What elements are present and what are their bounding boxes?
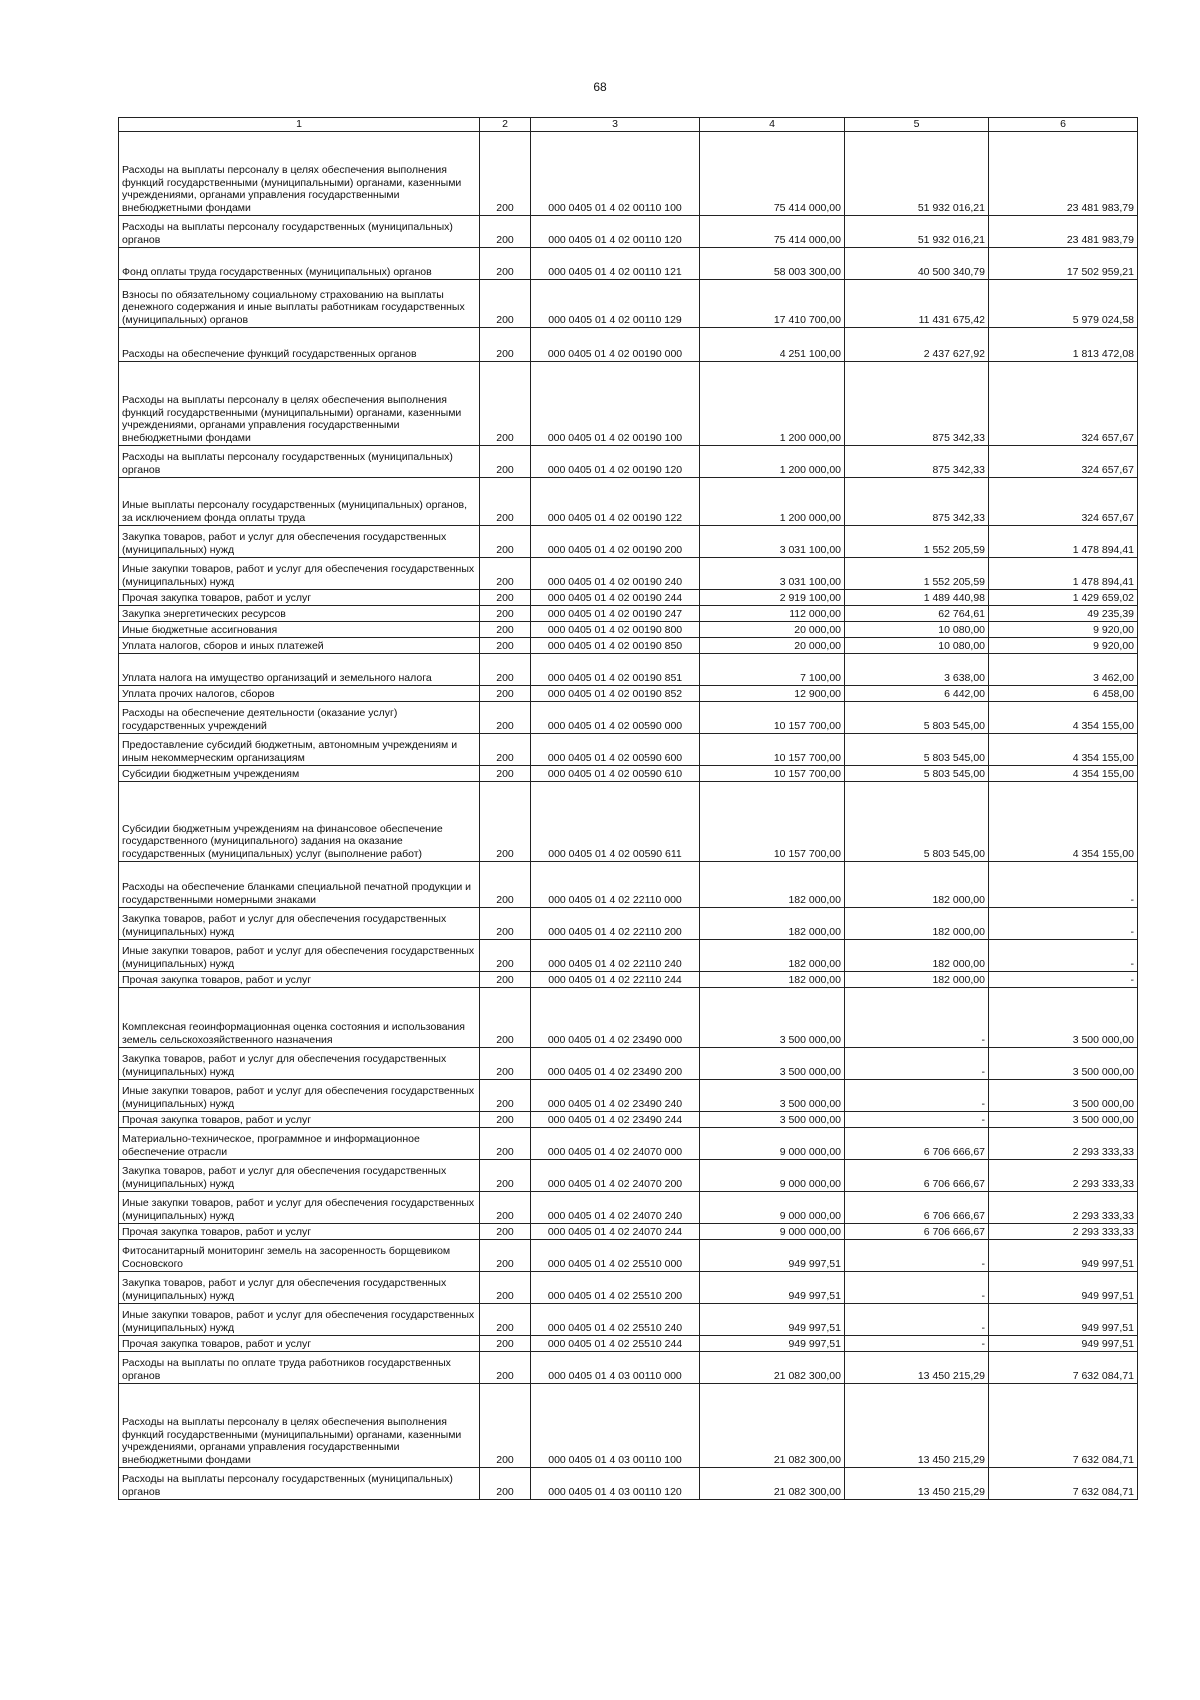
- row-kbk: 000 0405 01 4 02 00190 200: [531, 526, 700, 558]
- row-fact: 182 000,00: [845, 940, 989, 972]
- row-rest: 2 293 333,33: [989, 1160, 1138, 1192]
- row-plan: 1 200 000,00: [700, 446, 845, 478]
- budget-table: [118, 117, 1138, 1500]
- row-fact: 13 450 215,29: [845, 1352, 989, 1384]
- row-code: 200: [480, 908, 531, 940]
- row-code: 200: [480, 1272, 531, 1304]
- row-kbk: 000 0405 01 4 02 00590 000: [531, 702, 700, 734]
- row-kbk: 000 0405 01 4 02 00590 610: [531, 766, 700, 782]
- row-name: Фитосанитарный мониторинг земель на засоренность борщевиком Сосновского: [119, 1240, 480, 1272]
- table-row: [119, 1224, 1138, 1240]
- row-rest: 4 354 155,00: [989, 734, 1138, 766]
- row-kbk: 000 0405 01 4 02 00190 247: [531, 606, 700, 622]
- row-rest: 6 458,00: [989, 686, 1138, 702]
- row-plan: 10 157 700,00: [700, 782, 845, 862]
- row-fact: -: [845, 1304, 989, 1336]
- row-kbk: 000 0405 01 4 02 00190 000: [531, 328, 700, 362]
- row-rest: 5 979 024,58: [989, 280, 1138, 328]
- row-name: Иные закупки товаров, работ и услуг для обеспечения государственных (муниципальных) нужд: [119, 940, 480, 972]
- row-plan: 75 414 000,00: [700, 132, 845, 216]
- row-plan: 17 410 700,00: [700, 280, 845, 328]
- row-rest: 324 657,67: [989, 478, 1138, 526]
- row-code: 200: [480, 654, 531, 686]
- row-fact: 1 552 205,59: [845, 558, 989, 590]
- row-fact: 10 080,00: [845, 638, 989, 654]
- row-code: 200: [480, 988, 531, 1048]
- row-rest: 4 354 155,00: [989, 766, 1138, 782]
- table-row: [119, 280, 1138, 328]
- row-plan: 10 157 700,00: [700, 766, 845, 782]
- row-plan: 21 082 300,00: [700, 1352, 845, 1384]
- row-code: 200: [480, 1160, 531, 1192]
- header-col-2: 2: [480, 118, 531, 132]
- row-fact: -: [845, 1048, 989, 1080]
- row-fact: 5 803 545,00: [845, 702, 989, 734]
- row-code: 200: [480, 940, 531, 972]
- row-fact: 6 706 666,67: [845, 1224, 989, 1240]
- row-plan: 112 000,00: [700, 606, 845, 622]
- row-rest: 23 481 983,79: [989, 132, 1138, 216]
- row-rest: 7 632 084,71: [989, 1384, 1138, 1468]
- row-rest: 17 502 959,21: [989, 248, 1138, 280]
- row-code: 200: [480, 1304, 531, 1336]
- row-kbk: 000 0405 01 4 02 00110 100: [531, 132, 700, 216]
- table-row: [119, 1080, 1138, 1112]
- row-code: 200: [480, 280, 531, 328]
- row-name: Расходы на обеспечение функций государственных органов: [119, 328, 480, 362]
- row-code: 200: [480, 686, 531, 702]
- row-code: 200: [480, 782, 531, 862]
- row-fact: 11 431 675,42: [845, 280, 989, 328]
- row-fact: 5 803 545,00: [845, 766, 989, 782]
- table-row: [119, 940, 1138, 972]
- table-row: [119, 686, 1138, 702]
- row-name: Закупка товаров, работ и услуг для обеспечения государственных (муниципальных) нужд: [119, 908, 480, 940]
- row-code: 200: [480, 702, 531, 734]
- row-code: 200: [480, 446, 531, 478]
- row-code: 200: [480, 972, 531, 988]
- table-row: [119, 654, 1138, 686]
- row-name: Расходы на выплаты персоналу государственных (муниципальных) органов: [119, 216, 480, 248]
- row-plan: 3 500 000,00: [700, 1112, 845, 1128]
- row-kbk: 000 0405 01 4 02 00190 100: [531, 362, 700, 446]
- table-row: [119, 1336, 1138, 1352]
- row-kbk: 000 0405 01 4 03 00110 100: [531, 1384, 700, 1468]
- row-fact: 182 000,00: [845, 972, 989, 988]
- table-row: [119, 362, 1138, 446]
- row-fact: 2 437 627,92: [845, 328, 989, 362]
- row-rest: 2 293 333,33: [989, 1224, 1138, 1240]
- row-fact: -: [845, 1112, 989, 1128]
- row-fact: -: [845, 1080, 989, 1112]
- row-plan: 949 997,51: [700, 1304, 845, 1336]
- row-name: Расходы на выплаты персоналу в целях обеспечения выполнения функций государственными (муниципальными) органами, казенными учреждениями, органами управления государственными внебюджетными фондами: [119, 132, 480, 216]
- row-fact: 1 552 205,59: [845, 526, 989, 558]
- table-row: [119, 1048, 1138, 1080]
- row-rest: 7 632 084,71: [989, 1352, 1138, 1384]
- row-fact: -: [845, 1272, 989, 1304]
- row-code: 200: [480, 862, 531, 908]
- row-kbk: 000 0405 01 4 02 00110 120: [531, 216, 700, 248]
- row-fact: 6 706 666,67: [845, 1160, 989, 1192]
- row-kbk: 000 0405 01 4 02 00190 800: [531, 622, 700, 638]
- row-kbk: 000 0405 01 4 02 23490 200: [531, 1048, 700, 1080]
- row-code: 200: [480, 1048, 531, 1080]
- row-plan: 75 414 000,00: [700, 216, 845, 248]
- row-fact: 13 450 215,29: [845, 1468, 989, 1500]
- row-kbk: 000 0405 01 4 02 24070 200: [531, 1160, 700, 1192]
- row-rest: 3 462,00: [989, 654, 1138, 686]
- row-rest: 3 500 000,00: [989, 1080, 1138, 1112]
- row-code: 200: [480, 216, 531, 248]
- table-row: [119, 1112, 1138, 1128]
- row-name: Прочая закупка товаров, работ и услуг: [119, 1112, 480, 1128]
- row-plan: 949 997,51: [700, 1336, 845, 1352]
- row-rest: 3 500 000,00: [989, 1048, 1138, 1080]
- row-rest: 4 354 155,00: [989, 782, 1138, 862]
- row-rest: 2 293 333,33: [989, 1192, 1138, 1224]
- row-name: Иные закупки товаров, работ и услуг для обеспечения государственных (муниципальных) нужд: [119, 1080, 480, 1112]
- row-plan: 2 919 100,00: [700, 590, 845, 606]
- row-name: Субсидии бюджетным учреждениям на финансовое обеспечение государственного (муниципального) задания на оказание государственных (муниципальных) услуг (выполнение работ): [119, 782, 480, 862]
- row-code: 200: [480, 1240, 531, 1272]
- row-plan: 182 000,00: [700, 940, 845, 972]
- row-fact: 5 803 545,00: [845, 734, 989, 766]
- row-plan: 182 000,00: [700, 862, 845, 908]
- row-rest: -: [989, 940, 1138, 972]
- row-code: 200: [480, 766, 531, 782]
- header-col-6: 6: [989, 118, 1138, 132]
- header-col-1: 1: [119, 118, 480, 132]
- row-code: 200: [480, 558, 531, 590]
- row-kbk: 000 0405 01 4 02 22110 000: [531, 862, 700, 908]
- table-row: [119, 328, 1138, 362]
- row-name: Закупка энергетических ресурсов: [119, 606, 480, 622]
- row-name: Расходы на выплаты персоналу государственных (муниципальных) органов: [119, 446, 480, 478]
- row-code: 200: [480, 638, 531, 654]
- row-plan: 3 500 000,00: [700, 988, 845, 1048]
- row-code: 200: [480, 526, 531, 558]
- row-plan: 3 031 100,00: [700, 558, 845, 590]
- row-code: 200: [480, 328, 531, 362]
- row-name: Закупка товаров, работ и услуг для обеспечения государственных (муниципальных) нужд: [119, 1048, 480, 1080]
- row-plan: 7 100,00: [700, 654, 845, 686]
- row-kbk: 000 0405 01 4 02 24070 000: [531, 1128, 700, 1160]
- row-rest: -: [989, 972, 1138, 988]
- table-row: [119, 638, 1138, 654]
- row-plan: 20 000,00: [700, 638, 845, 654]
- row-kbk: 000 0405 01 4 02 00110 121: [531, 248, 700, 280]
- row-rest: 7 632 084,71: [989, 1468, 1138, 1500]
- row-code: 200: [480, 734, 531, 766]
- row-plan: 949 997,51: [700, 1272, 845, 1304]
- row-fact: 51 932 016,21: [845, 216, 989, 248]
- row-name: Прочая закупка товаров, работ и услуг: [119, 1224, 480, 1240]
- row-plan: 58 003 300,00: [700, 248, 845, 280]
- table-row: [119, 1352, 1138, 1384]
- row-plan: 9 000 000,00: [700, 1224, 845, 1240]
- row-plan: 3 500 000,00: [700, 1048, 845, 1080]
- table-row: [119, 1272, 1138, 1304]
- row-plan: 10 157 700,00: [700, 702, 845, 734]
- row-name: Расходы на обеспечение деятельности (оказание услуг) государственных учреждений: [119, 702, 480, 734]
- row-rest: 3 500 000,00: [989, 988, 1138, 1048]
- page-number: 68: [593, 80, 607, 94]
- row-code: 200: [480, 1080, 531, 1112]
- row-kbk: 000 0405 01 4 02 25510 200: [531, 1272, 700, 1304]
- row-code: 200: [480, 590, 531, 606]
- row-plan: 9 000 000,00: [700, 1160, 845, 1192]
- row-name: Иные закупки товаров, работ и услуг для обеспечения государственных (муниципальных) нужд: [119, 1192, 480, 1224]
- row-fact: 875 342,33: [845, 362, 989, 446]
- row-rest: 949 997,51: [989, 1240, 1138, 1272]
- row-code: 200: [480, 606, 531, 622]
- row-kbk: 000 0405 01 4 02 00190 244: [531, 590, 700, 606]
- row-fact: 3 638,00: [845, 654, 989, 686]
- row-rest: 2 293 333,33: [989, 1128, 1138, 1160]
- row-name: Комплексная геоинформационная оценка состояния и использования земель сельскохозяйственного назначения: [119, 988, 480, 1048]
- row-name: Закупка товаров, работ и услуг для обеспечения государственных (муниципальных) нужд: [119, 1160, 480, 1192]
- table-row: [119, 988, 1138, 1048]
- row-rest: 1 813 472,08: [989, 328, 1138, 362]
- row-rest: -: [989, 908, 1138, 940]
- table-row: [119, 216, 1138, 248]
- row-rest: 1 478 894,41: [989, 558, 1138, 590]
- row-plan: 21 082 300,00: [700, 1468, 845, 1500]
- row-name: Закупка товаров, работ и услуг для обеспечения государственных (муниципальных) нужд: [119, 1272, 480, 1304]
- row-fact: -: [845, 1336, 989, 1352]
- row-plan: 182 000,00: [700, 972, 845, 988]
- table-row: [119, 1304, 1138, 1336]
- table-row: [119, 782, 1138, 862]
- row-name: Прочая закупка товаров, работ и услуг: [119, 972, 480, 988]
- row-plan: 12 900,00: [700, 686, 845, 702]
- row-code: 200: [480, 362, 531, 446]
- row-name: Расходы на выплаты по оплате труда работников государственных органов: [119, 1352, 480, 1384]
- row-code: 200: [480, 1112, 531, 1128]
- row-rest: 949 997,51: [989, 1272, 1138, 1304]
- row-name: Уплата прочих налогов, сборов: [119, 686, 480, 702]
- header-col-5: 5: [845, 118, 989, 132]
- table-row: [119, 1128, 1138, 1160]
- table-row: [119, 478, 1138, 526]
- header-col-3: 3: [531, 118, 700, 132]
- row-plan: 3 500 000,00: [700, 1080, 845, 1112]
- row-fact: 875 342,33: [845, 478, 989, 526]
- row-name: Расходы на выплаты персоналу в целях обеспечения выполнения функций государственными (муниципальными) органами, казенными учреждениями, органами управления государственными внебюджетными фондами: [119, 362, 480, 446]
- table-row: [119, 1240, 1138, 1272]
- row-rest: 4 354 155,00: [989, 702, 1138, 734]
- row-kbk: 000 0405 01 4 02 23490 240: [531, 1080, 700, 1112]
- table-row: [119, 558, 1138, 590]
- row-plan: 3 031 100,00: [700, 526, 845, 558]
- row-kbk: 000 0405 01 4 02 00190 850: [531, 638, 700, 654]
- row-rest: 49 235,39: [989, 606, 1138, 622]
- row-fact: 6 706 666,67: [845, 1128, 989, 1160]
- row-name: Взносы по обязательному социальному страхованию на выплаты денежного содержания и иные выплаты работникам государственных (муниципальных) органов: [119, 280, 480, 328]
- row-fact: 62 764,61: [845, 606, 989, 622]
- row-code: 200: [480, 1224, 531, 1240]
- row-kbk: 000 0405 01 4 02 00190 852: [531, 686, 700, 702]
- row-kbk: 000 0405 01 4 02 25510 000: [531, 1240, 700, 1272]
- row-rest: 9 920,00: [989, 638, 1138, 654]
- table-row: [119, 908, 1138, 940]
- table-row: [119, 702, 1138, 734]
- row-plan: 4 251 100,00: [700, 328, 845, 362]
- row-plan: 949 997,51: [700, 1240, 845, 1272]
- row-name: Прочая закупка товаров, работ и услуг: [119, 590, 480, 606]
- row-fact: 10 080,00: [845, 622, 989, 638]
- row-rest: 1 429 659,02: [989, 590, 1138, 606]
- table-body: [119, 132, 1138, 1500]
- row-kbk: 000 0405 01 4 02 25510 240: [531, 1304, 700, 1336]
- row-code: 200: [480, 1468, 531, 1500]
- row-fact: 182 000,00: [845, 862, 989, 908]
- row-kbk: 000 0405 01 4 03 00110 120: [531, 1468, 700, 1500]
- row-code: 200: [480, 1192, 531, 1224]
- row-plan: 21 082 300,00: [700, 1384, 845, 1468]
- row-name: Иные закупки товаров, работ и услуг для обеспечения государственных (муниципальных) нужд: [119, 1304, 480, 1336]
- row-plan: 9 000 000,00: [700, 1128, 845, 1160]
- row-rest: 3 500 000,00: [989, 1112, 1138, 1128]
- row-code: 200: [480, 132, 531, 216]
- row-plan: 9 000 000,00: [700, 1192, 845, 1224]
- row-kbk: 000 0405 01 4 02 23490 244: [531, 1112, 700, 1128]
- row-kbk: 000 0405 01 4 03 00110 000: [531, 1352, 700, 1384]
- row-name: Закупка товаров, работ и услуг для обеспечения государственных (муниципальных) нужд: [119, 526, 480, 558]
- row-kbk: 000 0405 01 4 02 22110 244: [531, 972, 700, 988]
- row-name: Субсидии бюджетным учреждениям: [119, 766, 480, 782]
- row-code: 200: [480, 1128, 531, 1160]
- row-rest: -: [989, 862, 1138, 908]
- row-fact: 51 932 016,21: [845, 132, 989, 216]
- table-row: [119, 972, 1138, 988]
- row-fact: -: [845, 1240, 989, 1272]
- row-plan: 10 157 700,00: [700, 734, 845, 766]
- row-kbk: 000 0405 01 4 02 22110 200: [531, 908, 700, 940]
- row-kbk: 000 0405 01 4 02 23490 000: [531, 988, 700, 1048]
- row-rest: 9 920,00: [989, 622, 1138, 638]
- table-row: [119, 590, 1138, 606]
- table-row: [119, 1468, 1138, 1500]
- row-name: Иные выплаты персоналу государственных (муниципальных) органов, за исключением фонда оплаты труда: [119, 478, 480, 526]
- row-name: Иные закупки товаров, работ и услуг для обеспечения государственных (муниципальных) нужд: [119, 558, 480, 590]
- row-kbk: 000 0405 01 4 02 00190 122: [531, 478, 700, 526]
- table-row: [119, 606, 1138, 622]
- row-name: Материально-техническое, программное и информационное обеспечение отрасли: [119, 1128, 480, 1160]
- row-name: Иные бюджетные ассигнования: [119, 622, 480, 638]
- table-header: [119, 118, 1138, 132]
- row-kbk: 000 0405 01 4 02 00590 600: [531, 734, 700, 766]
- row-fact: 6 706 666,67: [845, 1192, 989, 1224]
- row-rest: 324 657,67: [989, 362, 1138, 446]
- table-row: [119, 1384, 1138, 1468]
- row-rest: 1 478 894,41: [989, 526, 1138, 558]
- row-kbk: 000 0405 01 4 02 00590 611: [531, 782, 700, 862]
- table-row: [119, 766, 1138, 782]
- row-name: Прочая закупка товаров, работ и услуг: [119, 1336, 480, 1352]
- row-rest: 949 997,51: [989, 1336, 1138, 1352]
- row-code: 200: [480, 1384, 531, 1468]
- row-code: 200: [480, 622, 531, 638]
- table-row: [119, 734, 1138, 766]
- table-row: [119, 862, 1138, 908]
- row-rest: 324 657,67: [989, 446, 1138, 478]
- row-kbk: 000 0405 01 4 02 24070 244: [531, 1224, 700, 1240]
- row-fact: 6 442,00: [845, 686, 989, 702]
- row-name: Уплата налогов, сборов и иных платежей: [119, 638, 480, 654]
- table-row: [119, 622, 1138, 638]
- row-fact: 875 342,33: [845, 446, 989, 478]
- row-code: 200: [480, 478, 531, 526]
- row-kbk: 000 0405 01 4 02 00190 851: [531, 654, 700, 686]
- table-row: [119, 248, 1138, 280]
- row-plan: 1 200 000,00: [700, 362, 845, 446]
- row-fact: -: [845, 988, 989, 1048]
- row-fact: 1 489 440,98: [845, 590, 989, 606]
- table-row: [119, 526, 1138, 558]
- row-fact: 182 000,00: [845, 908, 989, 940]
- row-kbk: 000 0405 01 4 02 24070 240: [531, 1192, 700, 1224]
- row-name: Фонд оплаты труда государственных (муниципальных) органов: [119, 248, 480, 280]
- row-plan: 182 000,00: [700, 908, 845, 940]
- row-code: 200: [480, 1352, 531, 1384]
- header-col-4: 4: [700, 118, 845, 132]
- row-name: Уплата налога на имущество организаций и земельного налога: [119, 654, 480, 686]
- row-code: 200: [480, 1336, 531, 1352]
- row-kbk: 000 0405 01 4 02 22110 240: [531, 940, 700, 972]
- table-row: [119, 132, 1138, 216]
- row-fact: 13 450 215,29: [845, 1384, 989, 1468]
- row-name: Расходы на выплаты персоналу государственных (муниципальных) органов: [119, 1468, 480, 1500]
- row-rest: 949 997,51: [989, 1304, 1138, 1336]
- row-code: 200: [480, 248, 531, 280]
- row-fact: 40 500 340,79: [845, 248, 989, 280]
- row-kbk: 000 0405 01 4 02 00190 240: [531, 558, 700, 590]
- row-plan: 20 000,00: [700, 622, 845, 638]
- table-row: [119, 1160, 1138, 1192]
- table-row: [119, 1192, 1138, 1224]
- table-row: [119, 446, 1138, 478]
- row-fact: 5 803 545,00: [845, 782, 989, 862]
- row-name: Расходы на обеспечение бланками специальной печатной продукции и государственными номерными знаками: [119, 862, 480, 908]
- row-kbk: 000 0405 01 4 02 25510 244: [531, 1336, 700, 1352]
- header-row: [119, 118, 1138, 132]
- row-plan: 1 200 000,00: [700, 478, 845, 526]
- row-name: Предоставление субсидий бюджетным, автономным учреждениям и иным некоммерческим организациям: [119, 734, 480, 766]
- row-kbk: 000 0405 01 4 02 00190 120: [531, 446, 700, 478]
- row-kbk: 000 0405 01 4 02 00110 129: [531, 280, 700, 328]
- row-name: Расходы на выплаты персоналу в целях обеспечения выполнения функций государственными (муниципальными) органами, казенными учреждениями, органами управления государственными внебюджетными фондами: [119, 1384, 480, 1468]
- row-rest: 23 481 983,79: [989, 216, 1138, 248]
